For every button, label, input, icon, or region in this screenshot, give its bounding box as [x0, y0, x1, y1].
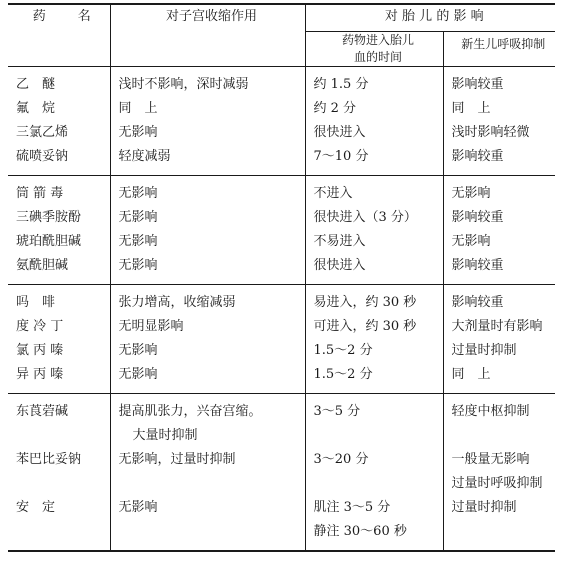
cell-entry-time: [305, 339, 443, 363]
cell-entry-time: [305, 176, 443, 207]
table-row: [8, 339, 555, 363]
cell-drug-name: 筒 箭 毒: [8, 176, 110, 207]
table-row: [8, 230, 555, 254]
cell-drug-name: 东莨菪碱: [8, 394, 110, 449]
cell-drug-name: 度 冷 丁: [8, 315, 110, 339]
cell-neonatal-resp: [443, 230, 555, 254]
cell-neonatal-resp-line: 影响较重: [451, 210, 504, 225]
cell-uterine-effect: [110, 121, 305, 145]
table-row: [8, 254, 555, 285]
cell-entry-time: [305, 145, 443, 176]
cell-drug-name: 三氯乙烯: [8, 121, 110, 145]
drug-effects-table: [8, 3, 555, 552]
cell-entry-time: [305, 67, 443, 98]
cell-neonatal-resp-line: 大剂量时有影响: [451, 319, 543, 334]
header-drug-name: 药 名: [8, 4, 110, 67]
cell-entry-time-line: 肌注 3～5 分: [313, 500, 391, 515]
table-row: [8, 448, 555, 496]
cell-neonatal-resp: [443, 394, 555, 449]
cell-neonatal-resp-line: 影响较重: [451, 295, 504, 310]
cell-uterine-effect: [110, 176, 305, 207]
cell-entry-time-line: 可进入，约 30 秒: [313, 319, 417, 334]
cell-uterine-effect-line: 无影响: [118, 210, 158, 225]
table-row: [8, 145, 555, 176]
cell-uterine-effect-line: 无影响: [118, 258, 158, 273]
table-row: [8, 315, 555, 339]
cell-uterine-effect: [110, 315, 305, 339]
cell-uterine-effect: [110, 97, 305, 121]
cell-uterine-effect-line: 无影响: [118, 125, 158, 140]
cell-neonatal-resp-line: 浅时影响轻微: [451, 125, 530, 140]
cell-entry-time: [305, 394, 443, 449]
cell-uterine-effect-line: 大量时抑制: [132, 428, 198, 443]
cell-entry-time-line: 3～20 分: [313, 452, 369, 467]
cell-neonatal-resp: [443, 145, 555, 176]
header-entry-time-line1: 药物进入胎儿: [341, 33, 414, 47]
cell-neonatal-resp-line: 同 上: [451, 101, 491, 116]
cell-uterine-effect: [110, 496, 305, 551]
cell-uterine-effect-line: 浅时不影响，深时减弱: [118, 77, 249, 92]
cell-drug-name: 三碘季胺酚: [8, 206, 110, 230]
cell-entry-time: [305, 97, 443, 121]
cell-uterine-effect: [110, 145, 305, 176]
cell-neonatal-resp-line: 一般量无影响: [451, 452, 530, 467]
cell-drug-name: 乙 醚: [8, 67, 110, 98]
cell-entry-time: [305, 363, 443, 394]
cell-neonatal-resp: [443, 496, 555, 551]
table-row: [8, 496, 555, 551]
cell-uterine-effect: [110, 67, 305, 98]
cell-uterine-effect: [110, 230, 305, 254]
header-entry-time-line2: 血的时间: [353, 50, 402, 64]
cell-uterine-effect-line: 轻度减弱: [118, 149, 171, 164]
cell-neonatal-resp-line: 影响较重: [451, 258, 504, 273]
cell-uterine-effect-line: 提高肌张力，兴奋宫缩。: [118, 404, 262, 419]
cell-entry-time-line: 静注 30～60 秒: [313, 524, 407, 539]
cell-uterine-effect-line: 同 上: [118, 101, 158, 116]
cell-neonatal-resp-line: 轻度中枢抑制: [451, 404, 530, 419]
cell-uterine-effect: [110, 254, 305, 285]
cell-uterine-effect-line: 无影响: [118, 500, 158, 515]
cell-entry-time: [305, 230, 443, 254]
cell-drug-name: 氟 烷: [8, 97, 110, 121]
cell-neonatal-resp-line: 同 上: [451, 367, 491, 382]
cell-entry-time: [305, 315, 443, 339]
cell-neonatal-resp-line: 影响较重: [451, 149, 504, 164]
cell-uterine-effect-line: 张力增高，收缩减弱: [118, 295, 236, 310]
cell-neonatal-resp-line: 无影响: [451, 234, 491, 249]
cell-entry-time-line: 3～5 分: [313, 404, 361, 419]
table-row: [8, 67, 555, 98]
cell-drug-name: 氨酰胆碱: [8, 254, 110, 285]
cell-drug-name: 氯 丙 嗪: [8, 339, 110, 363]
cell-uterine-effect: [110, 285, 305, 316]
cell-uterine-effect-line: 无影响: [118, 234, 158, 249]
cell-entry-time: [305, 121, 443, 145]
cell-neonatal-resp-line: 过量时抑制: [451, 343, 517, 358]
header-row-top: [8, 4, 555, 32]
cell-entry-time-line: 1.5～2 分: [313, 343, 373, 358]
cell-entry-time: [305, 254, 443, 285]
cell-neonatal-resp: [443, 97, 555, 121]
cell-entry-time-line: 约 2 分: [313, 101, 357, 116]
table-row: [8, 176, 555, 207]
cell-entry-time-line: 易进入，约 30 秒: [313, 295, 417, 310]
cell-uterine-effect-line: 无影响: [118, 367, 158, 382]
cell-neonatal-resp-line: 过量时呼吸抑制: [451, 476, 543, 491]
cell-drug-name: 异 丙 嗪: [8, 363, 110, 394]
cell-uterine-effect-line: 无明显影响: [118, 319, 184, 334]
header-neonatal-resp: 新生儿呼吸抑制: [461, 37, 546, 51]
table-row: [8, 363, 555, 394]
cell-drug-name: 吗 啡: [8, 285, 110, 316]
cell-neonatal-resp: [443, 315, 555, 339]
cell-uterine-effect: [110, 448, 305, 496]
cell-drug-name: 安 定: [8, 496, 110, 551]
cell-neonatal-resp: [443, 206, 555, 230]
cell-entry-time-line: 不易进入: [313, 234, 366, 249]
cell-uterine-effect: [110, 363, 305, 394]
cell-uterine-effect-line: 无影响: [118, 343, 158, 358]
cell-entry-time-line: 很快进入（3 分）: [313, 210, 417, 225]
cell-entry-time-line: 约 1.5 分: [313, 77, 369, 92]
table-row: [8, 206, 555, 230]
cell-uterine-effect: [110, 339, 305, 363]
cell-neonatal-resp: [443, 363, 555, 394]
cell-neonatal-resp: [443, 339, 555, 363]
cell-neonatal-resp: [443, 67, 555, 98]
cell-uterine-effect: [110, 206, 305, 230]
table-row: [8, 285, 555, 316]
cell-drug-name: 苯巴比妥钠: [8, 448, 110, 496]
cell-entry-time-line: 不进入: [313, 186, 353, 201]
cell-uterine-effect-line: 无影响: [118, 186, 158, 201]
header-fetal-effect: 对 胎 儿 的 影 响: [305, 4, 555, 32]
table-row: [8, 121, 555, 145]
cell-neonatal-resp: [443, 254, 555, 285]
cell-entry-time: [305, 496, 443, 551]
cell-neonatal-resp-line: 影响较重: [451, 77, 504, 92]
cell-neonatal-resp: [443, 285, 555, 316]
cell-neonatal-resp-line: 过量时抑制: [451, 500, 517, 515]
table-row: [8, 394, 555, 449]
cell-entry-time-line: 1.5～2 分: [313, 367, 373, 382]
header-uterine-effect: 对子宫收缩作用: [110, 4, 305, 67]
cell-drug-name: 硫喷妥钠: [8, 145, 110, 176]
cell-entry-time: [305, 448, 443, 496]
cell-entry-time-line: 很快进入: [313, 258, 366, 273]
cell-uterine-effect-line: 无影响，过量时抑制: [118, 452, 236, 467]
cell-neonatal-resp: [443, 448, 555, 496]
cell-drug-name: 琥珀酰胆碱: [8, 230, 110, 254]
cell-neonatal-resp: [443, 176, 555, 207]
header-entry-time: [305, 32, 443, 67]
cell-entry-time: [305, 206, 443, 230]
table-row: [8, 97, 555, 121]
cell-entry-time: [305, 285, 443, 316]
cell-entry-time-line: 7～10 分: [313, 149, 369, 164]
cell-neonatal-resp-line: 无影响: [451, 186, 491, 201]
cell-neonatal-resp: [443, 121, 555, 145]
cell-entry-time-line: 很快进入: [313, 125, 366, 140]
cell-uterine-effect: [110, 394, 305, 449]
